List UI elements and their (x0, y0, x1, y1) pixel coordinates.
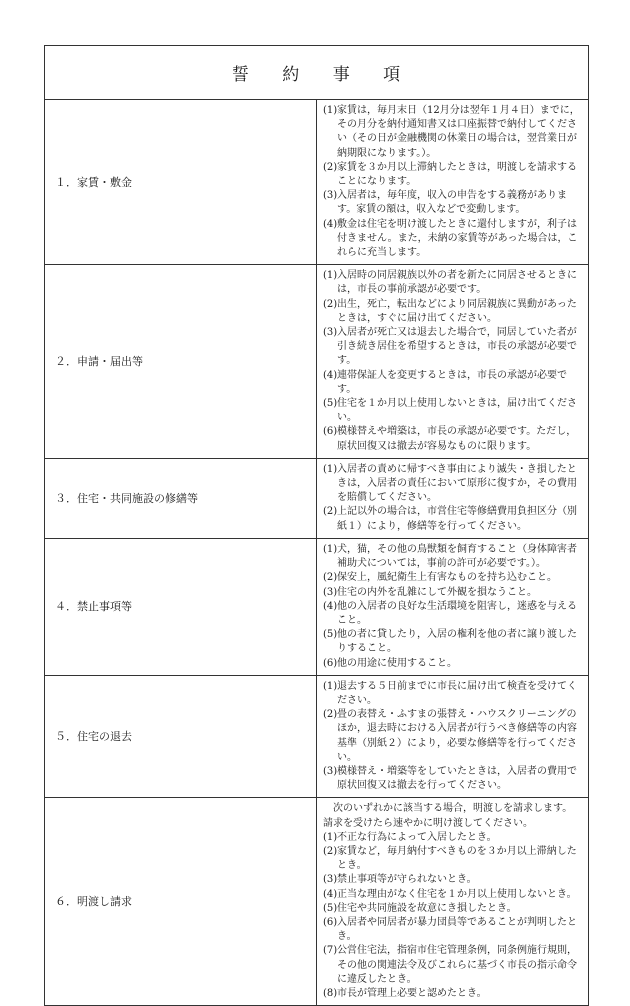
list-item (323, 831, 582, 845)
list-item (323, 586, 582, 600)
item-number: (1) (323, 463, 338, 475)
section-category: ３．住宅・共同施設の修繕等 (45, 458, 317, 538)
section-row (45, 100, 589, 265)
section-category: １．家賃・敷金 (45, 100, 317, 265)
section-content (317, 798, 589, 1006)
item-text: 家賃を３か月以上滞納したときは，明渡しを請求することになります。 (337, 161, 577, 188)
section-row (45, 458, 589, 538)
section-category: ２．申請・届出等 (45, 265, 317, 459)
title-row (45, 46, 589, 100)
item-number: (2) (323, 506, 338, 518)
item-number: (3) (323, 765, 338, 777)
item-text: 住宅の内外を乱雑にして外観を損なうこと。 (337, 586, 537, 598)
item-number: (5) (323, 398, 338, 410)
document-title: 誓 約 事 項 (45, 46, 589, 100)
item-text: 出生，死亡，転出などにより同居親族に異動があったときは，すぐに届け出てください。 (337, 298, 577, 324)
item-number: (2) (323, 161, 338, 173)
list-item (323, 298, 582, 326)
item-text: 入居時の同居親族以外の者を新たに同居させるときには，市長の事前承認が必要です。 (337, 270, 577, 296)
section-category: ５．住宅の退去 (45, 675, 317, 798)
list-item (323, 505, 582, 533)
list-item (323, 628, 582, 656)
list-item (323, 397, 582, 425)
list-item (323, 369, 582, 397)
item-text: 正当な理由がなく住宅を１か月以上使用しないとき。 (337, 888, 577, 900)
list-item (323, 161, 582, 189)
item-number: (6) (323, 657, 338, 669)
list-item (323, 765, 582, 793)
item-number: (3) (323, 586, 338, 598)
section-row (45, 675, 589, 798)
item-text: 他の入居者の良好な生活環境を阻害し，迷惑を与えること。 (337, 600, 577, 626)
item-number: (1) (323, 105, 338, 116)
item-text: 他の者に貸したり，入居の権利を他の者に譲り渡したりすること。 (337, 629, 577, 655)
item-text: 連帯保証人を変更するときは，市長の承認が必要です。 (337, 369, 567, 395)
item-text: 入居者は，毎年度，収入の申告をする義務があります。家賃の額は，収入などで変動します。 (337, 190, 567, 216)
item-text: 犬，猫，その他の鳥獣類を飼育すること（身体障害者補助犬については，事前の許可が必要です。）。 (337, 543, 577, 570)
section-content (317, 675, 589, 798)
item-text: 入居者の責めに帰すべき事由により滅失・き損したときは，入居者の責任において原形に復すか，その費用を賠償してください。 (337, 463, 577, 504)
list-item (323, 326, 582, 369)
list-item (323, 680, 582, 708)
item-text: 家賃は，毎月末日（12月分は翌年１月４日）までに，その月分を納付通知書又は口座振替で納付してください（その日が金融機関の休業日の場合は，翌営業日が納期限になります。）。 (337, 105, 580, 159)
section-row (45, 798, 589, 1006)
list-item (323, 218, 582, 261)
item-number: (6) (323, 426, 338, 438)
item-text: 住宅や共同施設を故意にき損したとき。 (337, 902, 517, 914)
section-content (317, 100, 589, 265)
list-item (323, 916, 582, 944)
list-item (323, 571, 582, 585)
item-number: (2) (323, 572, 338, 584)
item-text: 公営住宅法，指宿市住宅管理条例，同条例施行規則，その他の関連法令及びこれらに基づく市長の指示命令に違反したとき。 (337, 945, 577, 985)
list-item (323, 657, 582, 671)
item-number: (3) (323, 190, 338, 202)
item-number: (6) (323, 916, 338, 928)
item-text: 禁止事項等が守られないとき。 (337, 874, 477, 886)
list-item (323, 104, 582, 161)
item-number: (4) (323, 218, 338, 230)
section-content (317, 538, 589, 675)
list-item (323, 902, 582, 916)
item-number: (1) (323, 680, 338, 692)
list-item (323, 543, 582, 571)
pledge-table (44, 45, 589, 1006)
item-number: (2) (323, 845, 338, 857)
section-category: ４．禁止事項等 (45, 538, 317, 675)
item-text: 退去する５日前までに市長に届け出て検査を受けてください。 (337, 680, 577, 706)
section-intro: 次のいずれかに該当する場合，明渡しを請求します。請求を受けたら速やかに明け渡してください。 (323, 803, 573, 829)
section-row (45, 538, 589, 675)
item-number: (1) (323, 543, 338, 555)
item-number: (7) (323, 945, 338, 957)
section-category: ６．明渡し請求 (45, 798, 317, 1006)
item-text: 市長が管理上必要と認めたとき。 (337, 987, 487, 999)
item-number: (3) (323, 874, 338, 886)
list-item (323, 189, 582, 217)
list-item (323, 944, 582, 987)
item-number: (5) (323, 629, 338, 641)
item-text: 他の用途に使用すること。 (337, 657, 457, 669)
item-text: 模様替えや増築は，市長の承認が必要です。ただし，原状回復又は撤去が容易なものに限ります。 (337, 426, 577, 452)
item-number: (2) (323, 298, 338, 310)
item-text: 畳の表替え・ふすまの張替え・ハウスクリーニングのほか，退去時における入居者が行うべき修繕等の内容基準（別紙２）により，必要な修繕等を行ってください。 (337, 709, 577, 763)
item-text: 家賃など，毎月納付すべきものを３か月以上滞納したとき。 (337, 845, 577, 872)
section-content (317, 458, 589, 538)
item-number: (2) (323, 709, 338, 721)
list-item (323, 708, 582, 765)
item-text: 上記以外の場合は，市営住宅等修繕費用負担区分（別紙１）により，修繕等を行ってください。 (337, 506, 577, 532)
item-number: (1) (323, 831, 338, 843)
item-text: 住宅を１か月以上使用しないときは，届け出てください。 (337, 398, 577, 424)
item-number: (8) (323, 987, 338, 999)
item-text: 敷金は住宅を明け渡したときに還付しますが，利子は付きません。また，未納の家賃等があった場合は，これらに充当します。 (337, 218, 578, 259)
item-text: 不正な行為によって入居したとき。 (337, 831, 497, 843)
item-number: (4) (323, 888, 338, 900)
item-number: (1) (323, 270, 338, 282)
section-row (45, 265, 589, 459)
item-number: (3) (323, 327, 338, 339)
item-number: (5) (323, 902, 338, 914)
list-item (323, 425, 582, 453)
item-number: (4) (323, 369, 338, 381)
list-item (323, 987, 582, 1001)
section-content (317, 265, 589, 459)
list-item (323, 888, 582, 902)
list-item (323, 269, 582, 297)
item-text: 入居者や同居者が暴力団員等であることが判明したとき。 (337, 916, 577, 943)
item-text: 保安上，風紀衛生上有害なものを持ち込むこと。 (337, 572, 557, 584)
item-number: (4) (323, 600, 338, 612)
list-item (323, 873, 582, 887)
list-item (323, 600, 582, 628)
list-item (323, 463, 582, 506)
list-item (323, 845, 582, 873)
item-text: 模様替え・増築等をしていたときは，入居者の費用で原状回復又は撤去を行ってください。 (337, 765, 577, 792)
item-text: 入居者が死亡又は退去した場合で，同居していた者が引き続き居住を希望するときは，市長の承認が必要です。 (337, 327, 577, 367)
